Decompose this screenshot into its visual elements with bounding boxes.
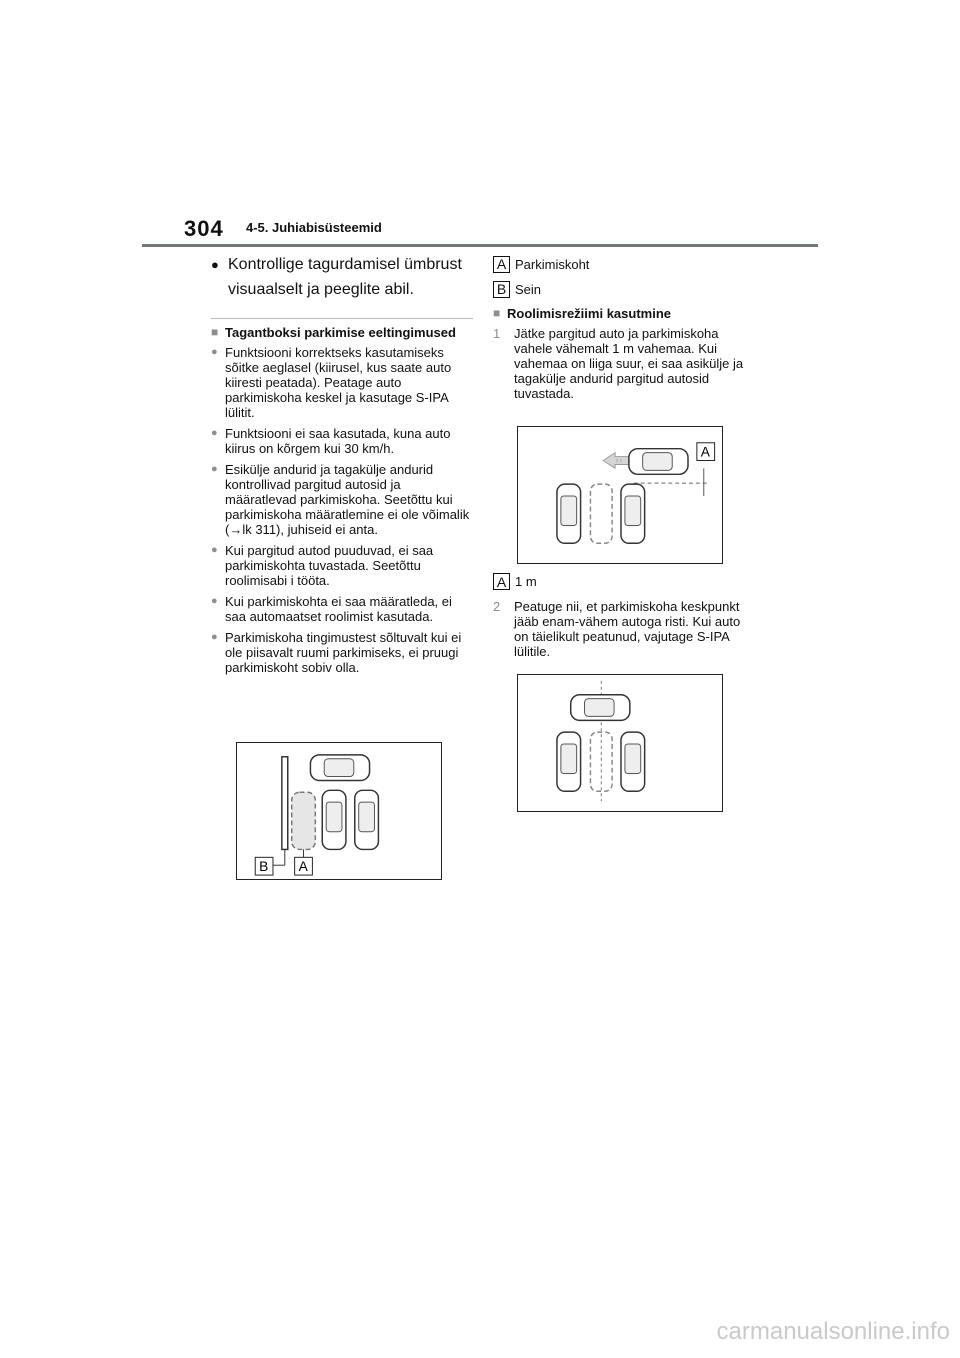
car-top-icon: [557, 484, 581, 543]
label-a: A: [700, 444, 711, 460]
subheading: [211, 325, 473, 340]
list-item-text: Funktsiooni korrektseks kasutamiseks sõitke aeglasel (kiirusel, kus saate auto kiiresti peatada). Peatage auto parkimiskoha keskel ja kasutage S-IPA lülitit.: [225, 345, 452, 420]
list-item-text: Esikülje andurid ja tagakülje andurid kontrollivad pargitud autosid ja määratlevad parkimiskoha. Seetõttu kui parkimiskoha määratlemine ei ole võimalik (→lk 311), juhiseid ei anta.: [225, 462, 470, 537]
list-item: [211, 426, 473, 456]
car-top-icon: [571, 695, 630, 721]
legend-letter: B: [493, 281, 510, 298]
figure-3-drawing: [518, 675, 722, 811]
square-bullet-icon: ■: [211, 325, 219, 339]
subheading-text: Roolimisrežiimi kasutmine: [507, 306, 671, 321]
square-bullet-icon: ■: [493, 306, 501, 320]
legend-letter: A: [493, 573, 510, 590]
subheading: [493, 306, 753, 321]
figure-stop-position: [517, 674, 723, 812]
step-2: [493, 599, 753, 659]
legend-item-2: [493, 573, 537, 590]
list-item-text: Kui pargitud autod puuduvad, ei saa parkimiskohta tuvastada. Seetõttu roolimisabi i tööta.: [225, 543, 434, 588]
legend-letter: A: [493, 256, 510, 273]
car-top-icon: [629, 449, 688, 475]
header-divider: [142, 244, 818, 247]
step-text: Jätke pargitud auto ja parkimiskoha vahele vähemalt 1 m vahemaa. Kui vahemaa on liiga suur, ei saa asikülje ja tagakülje andurid pargitud autosid tuvastada.: [514, 326, 744, 401]
legend-text: Parkimiskoht: [515, 257, 590, 272]
left-column: [211, 252, 473, 681]
bullet-icon: ●: [211, 544, 218, 556]
step-number: 2: [493, 599, 501, 614]
bullet-icon: ●: [211, 463, 218, 475]
car-top-icon: [322, 790, 346, 849]
watermark: carmanualsonline.info: [716, 1318, 950, 1345]
legend-item: [493, 256, 753, 273]
figure-1-drawing: [237, 743, 441, 879]
page-number: 304: [184, 216, 224, 241]
list-item: [211, 345, 473, 420]
bullet-icon: ●: [211, 257, 219, 272]
list-item-text: Parkimiskoha tingimustest sõltuvalt kui ei ole piisavalt ruumi parkimiseks, ei pruugi parkimiskoht sobiv olla.: [225, 630, 462, 675]
figure-back-parking-wall: [236, 742, 442, 880]
wall-shape: [282, 757, 288, 850]
car-top-icon: [621, 732, 645, 791]
parking-space-shape: [292, 792, 316, 849]
right-column: [493, 256, 753, 405]
list-item: [211, 462, 473, 537]
step-1: [493, 326, 753, 401]
list-item-text: Funktsiooni ei saa kasutada, kuna auto kiirus on kõrgem kui 30 km/h.: [225, 426, 451, 456]
intro-text: Kontrollige tagurdamisel ümbrust visuaalselt ja peeglite abil.: [228, 256, 462, 298]
list-item-text: Kui parkimiskohta ei saa määratleda, ei saa automaatset roolimist kasutada.: [225, 594, 452, 624]
label-a: A: [298, 859, 308, 875]
section-title: 4-5. Juhiabisüsteemid: [246, 220, 382, 235]
list-item: [211, 543, 473, 588]
intro-bullet: [211, 252, 473, 302]
legend-text: Sein: [515, 282, 542, 297]
car-top-icon: [310, 755, 369, 781]
parking-space-shape: [590, 484, 612, 543]
list-item: [211, 594, 473, 624]
section-divider: [211, 318, 473, 319]
car-top-icon: [557, 732, 581, 791]
legend-item: [493, 281, 753, 298]
car-top-icon: [621, 484, 645, 543]
subheading-text: Tagantboksi parkimise eeltingimused: [225, 325, 456, 340]
step-text: Peatuge nii, et parkimiskoha keskpunkt jääb enam-vähem autoga risti. Kui auto on täielikult peatunud, vajutage S-IPA lülitile.: [514, 599, 741, 659]
list-item: [211, 630, 473, 675]
direction-arrow-icon: [603, 453, 629, 469]
bullet-icon: ●: [211, 427, 218, 439]
bullet-icon: ●: [211, 631, 218, 643]
step-number: 1: [493, 326, 501, 341]
legend-text: 1 m: [515, 574, 537, 589]
car-top-icon: [355, 790, 379, 849]
figure-distance: [517, 426, 723, 564]
figure-2-drawing: [518, 427, 722, 563]
bullet-icon: ●: [211, 346, 218, 358]
label-b: B: [259, 859, 269, 875]
bullet-icon: ●: [211, 595, 218, 607]
